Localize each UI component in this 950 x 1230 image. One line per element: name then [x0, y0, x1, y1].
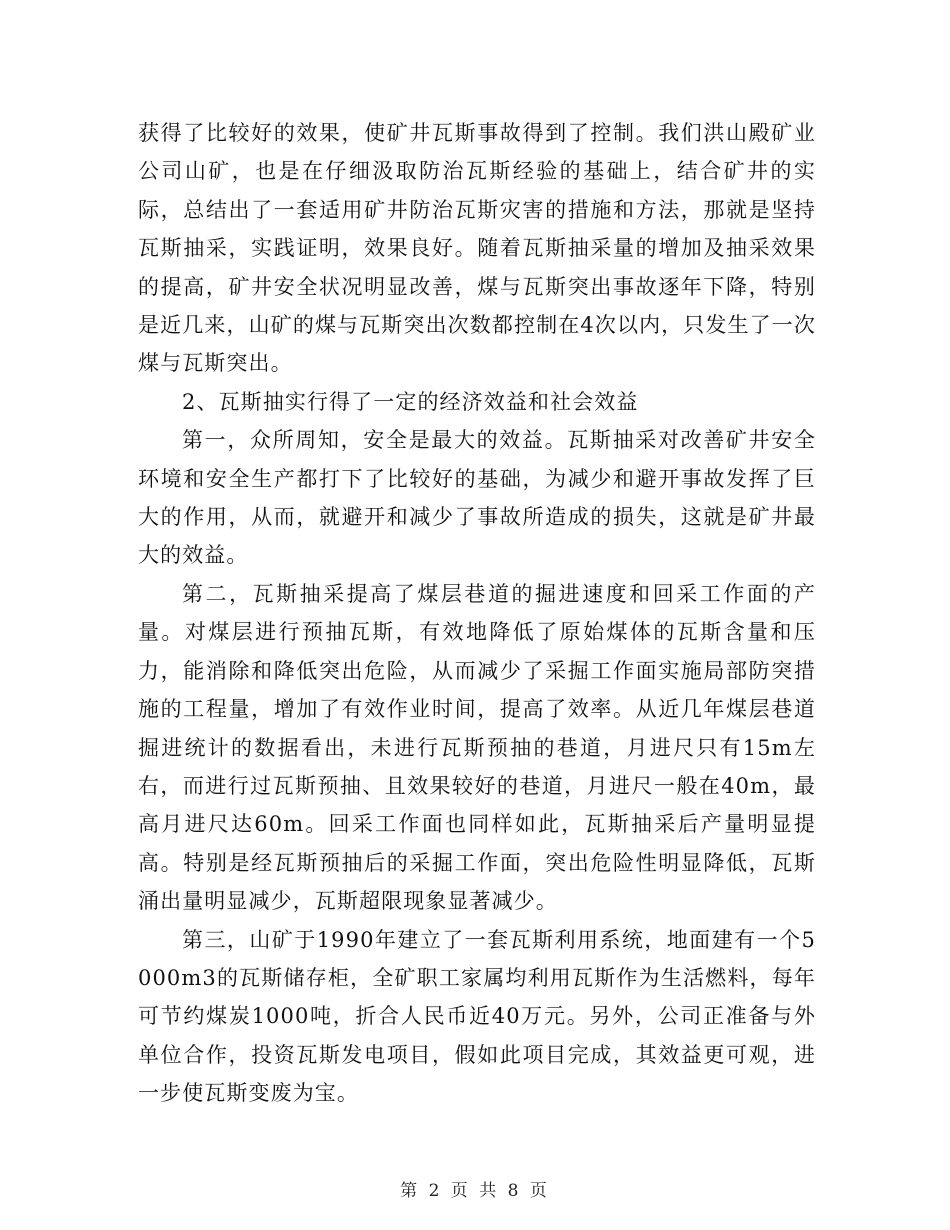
- section-heading-economic-benefits: 2、瓦斯抽实行得了一定的经济效益和社会效益: [182, 389, 639, 414]
- paragraph-second-benefit: 第二，瓦斯抽采提高了煤层巷道的掘进速度和回采工作面的产量。对煤层进行预抽瓦斯，有效地降低了原始煤体的瓦斯含量和压力，能消除和降低突出危险，从而减少了采掘工作面实施局部防突措施的工程量，增加了有效作业时间，提高了效率。从近几年煤层巷道掘进统计的数据看出，未进行瓦斯预抽的巷道，月进尺只有15m左右，而进行过瓦斯预抽、且效果较好的巷道，月进尺一般在40m，最高月进尺达60m。回采工作面也同样如此，瓦斯抽采后产量明显提高。特别是经瓦斯预抽后的采掘工作面，突出危险性明显降低，瓦斯涌出量明显减少，瓦斯超限现象显著减少。: [138, 581, 816, 914]
- paragraph-third-benefit: 第三，山矿于1990年建立了一套瓦斯利用系统，地面建有一个5000m3的瓦斯储存柜，全矿职工家属均利用瓦斯作为生活燃料，每年可节约煤炭1000吨，折合人民币近40万元。另外，公司正准备与外单位合作，投资瓦斯发电项目，假如此项目完成，其效益更可观，进一步使瓦斯变废为宝。: [138, 927, 816, 1106]
- paragraph-gas-control-results: 获得了比较好的效果，使矿井瓦斯事故得到了控制。我们洪山殿矿业公司山矿，也是在仔细汲取防治瓦斯经验的基础上，结合矿井的实际，总结出了一套适用矿井防治瓦斯灾害的措施和方法，那就是坚持瓦斯抽采，实践证明，效果良好。随着瓦斯抽采量的增加及抽采效果的提高，矿井安全状况明显改善，煤与瓦斯突出事故逐年下降，特别是近几来，山矿的煤与瓦斯突出次数都控制在4次以内，只发生了一次煤与瓦斯突出。: [138, 121, 816, 376]
- page-number-footer: 第 2 页 共 8 页: [400, 1181, 550, 1201]
- paragraph-first-benefit: 第一，众所周知，安全是最大的效益。瓦斯抽采对改善矿井安全环境和安全生产都打下了比较好的基础，为减少和避开事故发挥了巨大的作用，从而，就避开和减少了事故所造成的损失，这就是矿井最大的效益。: [138, 428, 816, 568]
- document-body: [138, 114, 816, 1113]
